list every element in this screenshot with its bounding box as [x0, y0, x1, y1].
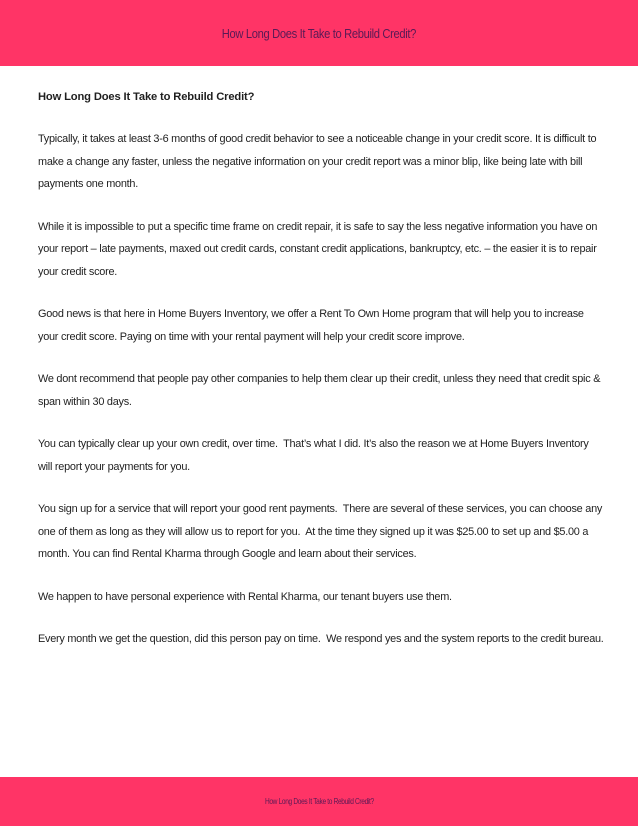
paragraph: You sign up for a service that will report your good rent payments. There are several of these services, you can choose any one of them as long as they will allow us to report for you. At the time they signed up it was $25.00 to set up and $5.00 a month. You can find Rental Kharma through Google and learn about their services. — [38, 503, 605, 560]
paragraph: Every month we get the question, did this person pay on time. We respond yes and the system reports to the credit bureau. — [38, 633, 604, 645]
page-footer — [0, 777, 638, 826]
paragraph: Good news is that here in Home Buyers Inventory, we offer a Rent To Own Home program that will help you to increase your credit score. Paying on time with your rental payment will help your credit score improve. — [38, 308, 587, 343]
paragraph: You can typically clear up your own credit, over time. That’s what I did. It’s also the reason we at Home Buyers Inventory will report your payments for you. — [38, 438, 592, 473]
paragraph: We happen to have personal experience with Rental Kharma, our tenant buyers use them. — [38, 590, 452, 603]
paragraph: We dont recommend that people pay other companies to help them clear up their credit, unless they need that credit spic & span within 30 days. — [38, 373, 603, 408]
article-heading: How Long Does It Take to Rebuild Credit? — [38, 91, 255, 103]
article-body — [38, 86, 604, 671]
page-header — [0, 0, 638, 66]
header-title: How Long Does It Take to Rebuild Credit? — [221, 25, 417, 41]
footer-title: How Long Does It Take to Rebuild Credit? — [264, 797, 374, 806]
paragraph: Typically, it takes at least 3-6 months of good credit behavior to see a noticeable change in your credit score. It is difficult to make a change any faster, unless the negative information on your credit report was a minor blip, like being late with bill payments one month. — [38, 133, 600, 190]
paragraph: While it is impossible to put a specific time frame on credit repair, it is safe to say the less negative information you have on your report – late payments, maxed out credit cards, constant credit applications, bankruptcy, etc. – the easier it is to repair your credit score. — [38, 220, 600, 278]
